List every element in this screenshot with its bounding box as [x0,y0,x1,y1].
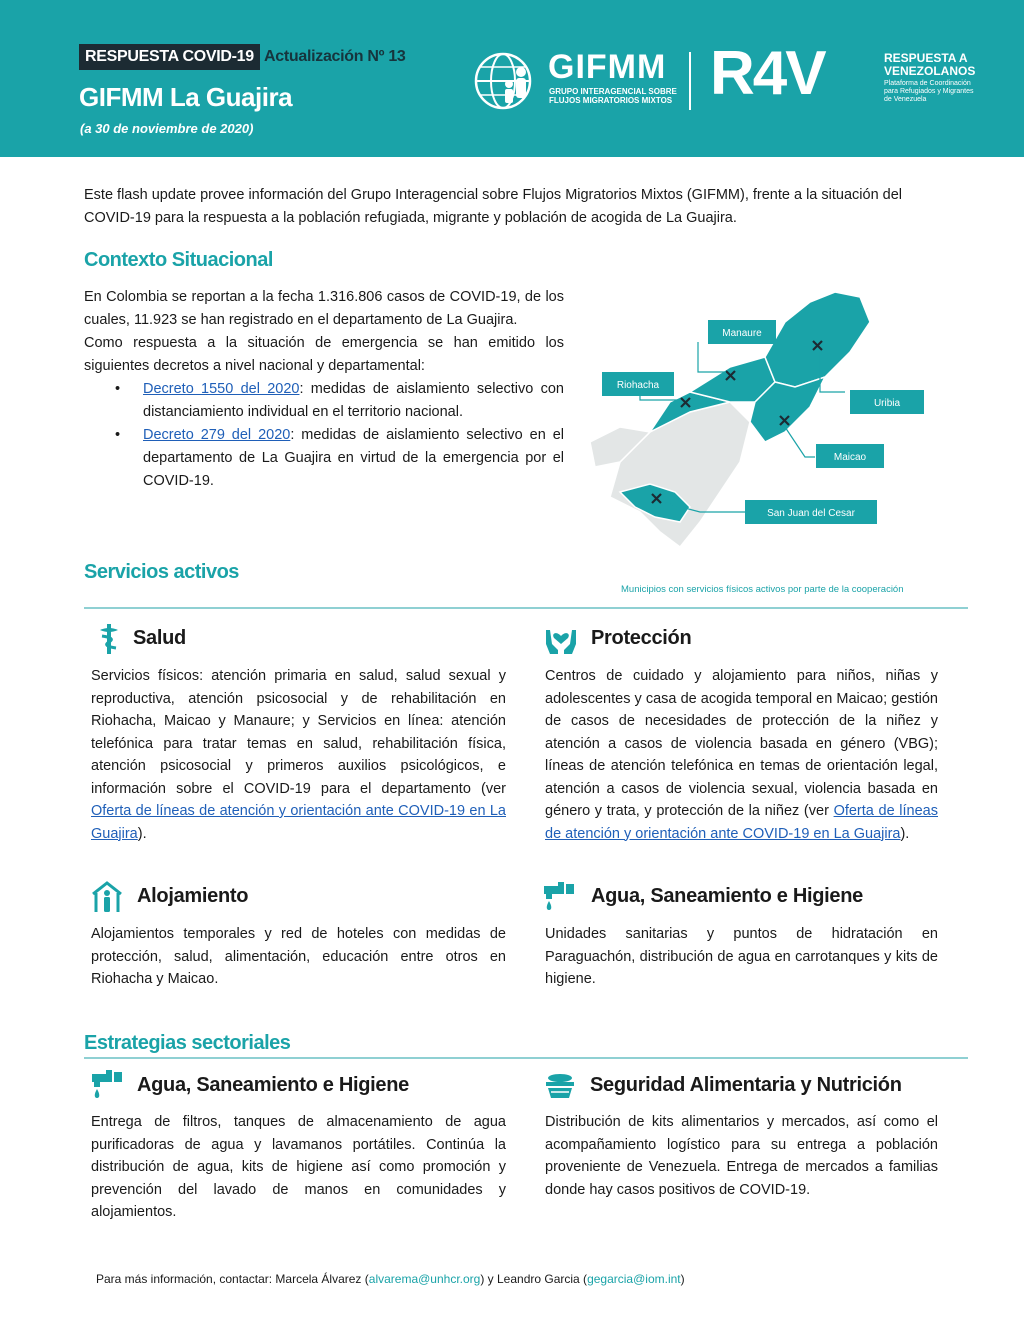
salud-oferta-link[interactable]: Oferta de líneas de atención y orientación ante COVID-19 en La Guajira [91,803,506,842]
covid-badge: RESPUESTA COVID-19 [79,44,260,70]
card-text-alojamiento: Alojamientos temporales y red de hoteles con medidas de protección, salud, alimentación, educación entre otros en Riohacha y Maicao. [91,926,506,987]
map-region-uribia [765,292,870,387]
card-text-salud [91,665,506,845]
gifmm-logo: GIFMM [548,48,667,86]
list-item [84,424,564,493]
email-link-alvarez[interactable]: alvarema@unhcr.org [368,1272,481,1286]
map-label-san-juan: San Juan del Cesar [767,508,855,519]
section-heading-estrategias: Estrategias sectoriales [84,1032,291,1054]
card-text-wash-servicios: Unidades sanitarias y puntos de hidratación en Paraguachón, distribución de agua en carrotanques y kits de higiene. [545,926,938,987]
map-region-south [610,402,750,547]
footer-suffix: ) [680,1272,685,1286]
card-title-salud: Salud [133,627,186,649]
food-basket-icon [543,1068,577,1102]
header-banner [0,0,1024,157]
logo-divider [689,52,691,110]
globe-people-icon [467,50,547,112]
report-date: (a 30 de noviembre de 2020) [80,121,254,136]
salud-text: Servicios físicos: atención primaria en salud, salud sexual y reproductiva, atención psicosocial y de rehabilitación en Riohacha, Maicao y Manaure; y Servicios en línea: atención telefónica para tratar temas en salud, rehabilitación física, atención psicosocial y primeros auxilios psicológicos, e información sobre el COVID-19 para el departamento (ver [91,668,506,797]
card-text-wash-estrategias: Entrega de filtros, tanques de almacenamiento de agua purificadoras de agua y lavamanos portátiles. Continúa la distribución de agua, kits de higiene así como promoción y prevención del lavado de manos en comunidades y alojamientos. [91,1114,506,1220]
footer-mid: ) y Leandro Garcia ( [480,1272,588,1286]
card-text-proteccion [545,665,938,845]
proteccion-text: Centros de cuidado y alojamiento para niños, niñas y adolescentes y casa de acogida temporal en Maicao; gestión de casos de necesidades de protección de la niñez y atención a casos de violencia basada en género (VBG); líneas de atención telefónica en temas de orientación legal, atención a casos de violencia sexual, violencia basada en género y trata, y protección de la niñez (ver [545,668,938,819]
update-number: Actualización Nº 13 [264,48,406,65]
r4v-logo: R4V [710,39,825,108]
map-label-uribia: Uribia [873,398,901,409]
card-text-food: Distribución de kits alimentarios y mercados, así como el acompañamiento logístico para su entrega a población proveniente de Venezuela. Entrega de mercados a familias donde hay casos positivos de COVID-19. [545,1114,938,1198]
card-title-proteccion: Protección [591,627,692,649]
context-text [84,286,564,493]
salud-text-end: ). [137,825,147,842]
intro-paragraph: Este flash update provee información del Grupo Interagencial sobre Flujos Migratorios Mixtos (GIFMM), frente a la situación del COVID-19 para la respuesta a la población refugiada, migrante y población de acogida de La Guajira. [84,187,903,226]
decree-279-text: : medidas de aislamiento selectivo en el departamento de La Guajira en virtud de la emergencia por el COVID-19. [143,427,565,489]
gifmm-subtitle: GRUPO INTERAGENCIAL SOBRE FLUJOS MIGRATORIOS MIXTOS [549,87,677,105]
decree-279-link[interactable]: Decreto 279 del 2020 [143,427,291,443]
proteccion-oferta-link[interactable]: Oferta de líneas de atención y orientación ante COVID-19 en La Guajira [545,803,938,842]
map-label-maicao: Maicao [833,452,867,463]
list-item [84,378,564,424]
section-divider [84,607,968,609]
r4v-subtitle: Plataforma de Coordinación para Refugiados y Migrantes de Venezuela [884,80,974,103]
r4v-title: RESPUESTA A VENEZOLANOS [884,51,976,78]
card-title-wash-estrategias: Agua, Saneamiento e Higiene [137,1074,409,1096]
footer-contact [96,1272,685,1286]
decree-1550-link[interactable]: Decreto 1550 del 2020 [143,381,300,397]
footer-prefix: Para más información, contactar: Marcela Álvarez ( [96,1272,369,1286]
shelter-person-icon [90,880,124,914]
section-divider [84,1057,968,1059]
page-title: GIFMM La Guajira [79,82,293,112]
card-title-wash-servicios: Agua, Saneamiento e Higiene [591,885,863,907]
water-tap-icon [542,880,576,914]
decree-list [84,378,564,493]
section-heading-servicios: Servicios activos [84,561,239,583]
card-title-alojamiento: Alojamiento [137,885,249,907]
section-heading-contexto: Contexto Situacional [84,249,273,271]
decree-1550-text: : medidas de aislamiento selectivo con distanciamiento individual en el territorio nacional. [143,381,564,420]
card-title-food: Seguridad Alimentaria y Nutrición [590,1074,902,1096]
map-label-manaure: Manaure [722,328,762,339]
context-para-1: En Colombia se reportan a la fecha 1.316.806 casos de COVID-19, de los cuales, 11.923 se han registrado en el departamento de La Guajira. [84,289,564,328]
proteccion-text-end: ). [900,825,910,842]
caduceus-icon [92,622,126,656]
map-label-riohacha: Riohacha [616,380,660,391]
email-link-garcia[interactable]: gegarcia@iom.int [587,1272,681,1286]
hands-heart-icon [544,622,578,656]
water-tap-icon [90,1068,124,1102]
la-guajira-map [580,262,980,562]
map-caption: Municipios con servicios físicos activos por parte de la cooperación [621,584,904,595]
context-para-2: Como respuesta a la situación de emergencia se han emitido los siguientes decretos a nivel nacional y departamental: [84,335,564,374]
